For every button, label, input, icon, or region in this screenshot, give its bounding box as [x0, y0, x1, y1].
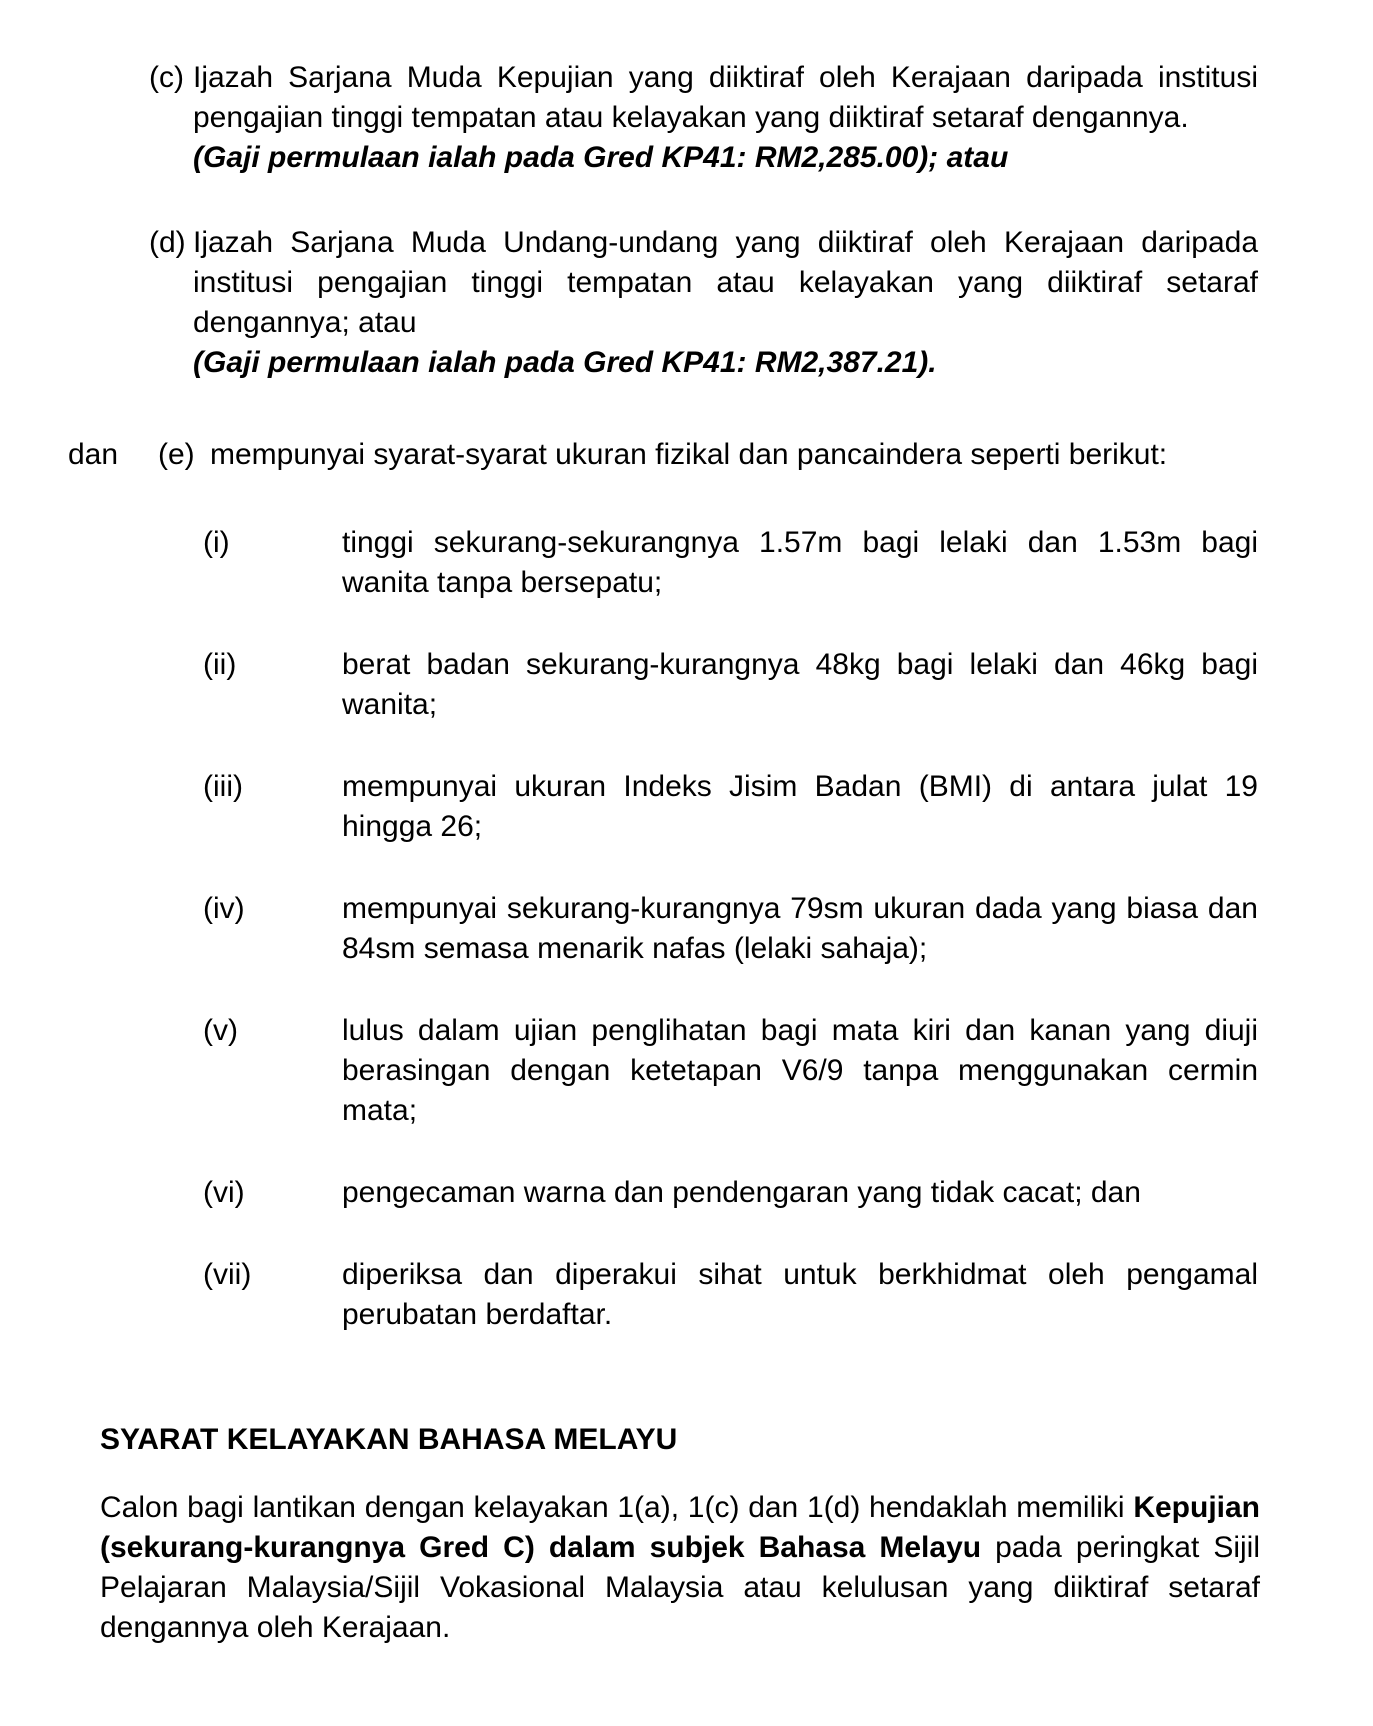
- item-marker-c: (c): [149, 61, 184, 94]
- physical-requirement-item-i: [203, 523, 1258, 603]
- physical-requirement-text-i: tinggi sekurang-sekurangnya 1.57m bagi lelaki dan 1.53m bagi wanita tanpa bersepatu;: [342, 526, 1258, 599]
- section-heading-bahasa-melayu: SYARAT KELAYAKAN BAHASA MELAYU: [100, 1423, 678, 1456]
- salary-note-c: (Gaji permulaan ialah pada Gred KP41: RM2,285.00); atau: [193, 141, 1009, 174]
- item-marker-ii: (ii): [203, 648, 237, 681]
- bahasa-melayu-paragraph: [100, 1488, 1260, 1648]
- physical-requirement-item-iii: [203, 767, 1258, 847]
- qualification-item-d: [149, 223, 1258, 383]
- physical-requirement-item-vii: [203, 1255, 1258, 1335]
- bahasa-melayu-paragraph-bold: Kepujian (sekurang-kurangnya Gred C) dalam subjek Bahasa Melayu: [100, 1491, 1260, 1564]
- physical-requirement-item-v: [203, 1011, 1258, 1131]
- physical-requirement-item-vi: [203, 1173, 1258, 1213]
- bahasa-melayu-paragraph-suffix: pada peringkat Sijil Pelajaran Malaysia/Sijil Vokasional Malaysia atau kelulusan yang diiktiraf setaraf dengannya oleh Kerajaan.: [100, 1531, 1260, 1644]
- physical-requirement-item-iv: [203, 889, 1258, 969]
- physical-requirement-text-v: lulus dalam ujian penglihatan bagi mata kiri dan kanan yang diuji berasingan dengan ketetapan V6/9 tanpa menggunakan cermin mata;: [342, 1014, 1258, 1127]
- connector-dan: dan: [68, 438, 119, 471]
- qualification-item-d-text: Ijazah Sarjana Muda Undang-undang yang diiktiraf oleh Kerajaan daripada institusi pengajian tinggi tempatan atau kelayakan yang diiktiraf setaraf dengannya; atau: [193, 226, 1258, 339]
- item-marker-vii: (vii): [203, 1258, 252, 1291]
- qualification-item-c-text: Ijazah Sarjana Muda Kepujian yang diiktiraf oleh Kerajaan daripada institusi pengajian tinggi tempatan atau kelayakan yang diiktiraf setaraf dengannya.: [193, 61, 1258, 134]
- item-marker-iii: (iii): [203, 770, 243, 803]
- physical-requirement-text-iv: mempunyai sekurang-kurangnya 79sm ukuran dada yang biasa dan 84sm semasa menarik nafas (lelaki sahaja);: [342, 892, 1258, 965]
- physical-requirement-text-ii: berat badan sekurang-kurangnya 48kg bagi lelaki dan 46kg bagi wanita;: [342, 648, 1258, 721]
- physical-requirement-text-vi: pengecaman warna dan pendengaran yang tidak cacat; dan: [342, 1176, 1141, 1209]
- item-marker-iv: (iv): [203, 892, 245, 925]
- item-marker-e: (e): [158, 438, 195, 471]
- qualification-item-e-text: mempunyai syarat-syarat ukuran fizikal dan pancaindera seperti berikut:: [210, 438, 1168, 471]
- qualification-item-e: [68, 435, 1258, 475]
- item-marker-vi: (vi): [203, 1176, 245, 1209]
- item-marker-d: (d): [149, 226, 186, 259]
- salary-note-d: (Gaji permulaan ialah pada Gred KP41: RM2,387.21).: [193, 346, 937, 379]
- qualification-item-c: [149, 58, 1258, 178]
- item-marker-i: (i): [203, 526, 230, 559]
- physical-requirement-item-ii: [203, 645, 1258, 725]
- physical-requirement-text-vii: diperiksa dan diperakui sihat untuk berkhidmat oleh pengamal perubatan berdaftar.: [342, 1258, 1258, 1331]
- item-marker-v: (v): [203, 1014, 238, 1047]
- physical-requirement-text-iii: mempunyai ukuran Indeks Jisim Badan (BMI) di antara julat 19 hingga 26;: [342, 770, 1258, 843]
- bahasa-melayu-paragraph-prefix: Calon bagi lantikan dengan kelayakan 1(a), 1(c) dan 1(d) hendaklah memiliki: [100, 1491, 1134, 1524]
